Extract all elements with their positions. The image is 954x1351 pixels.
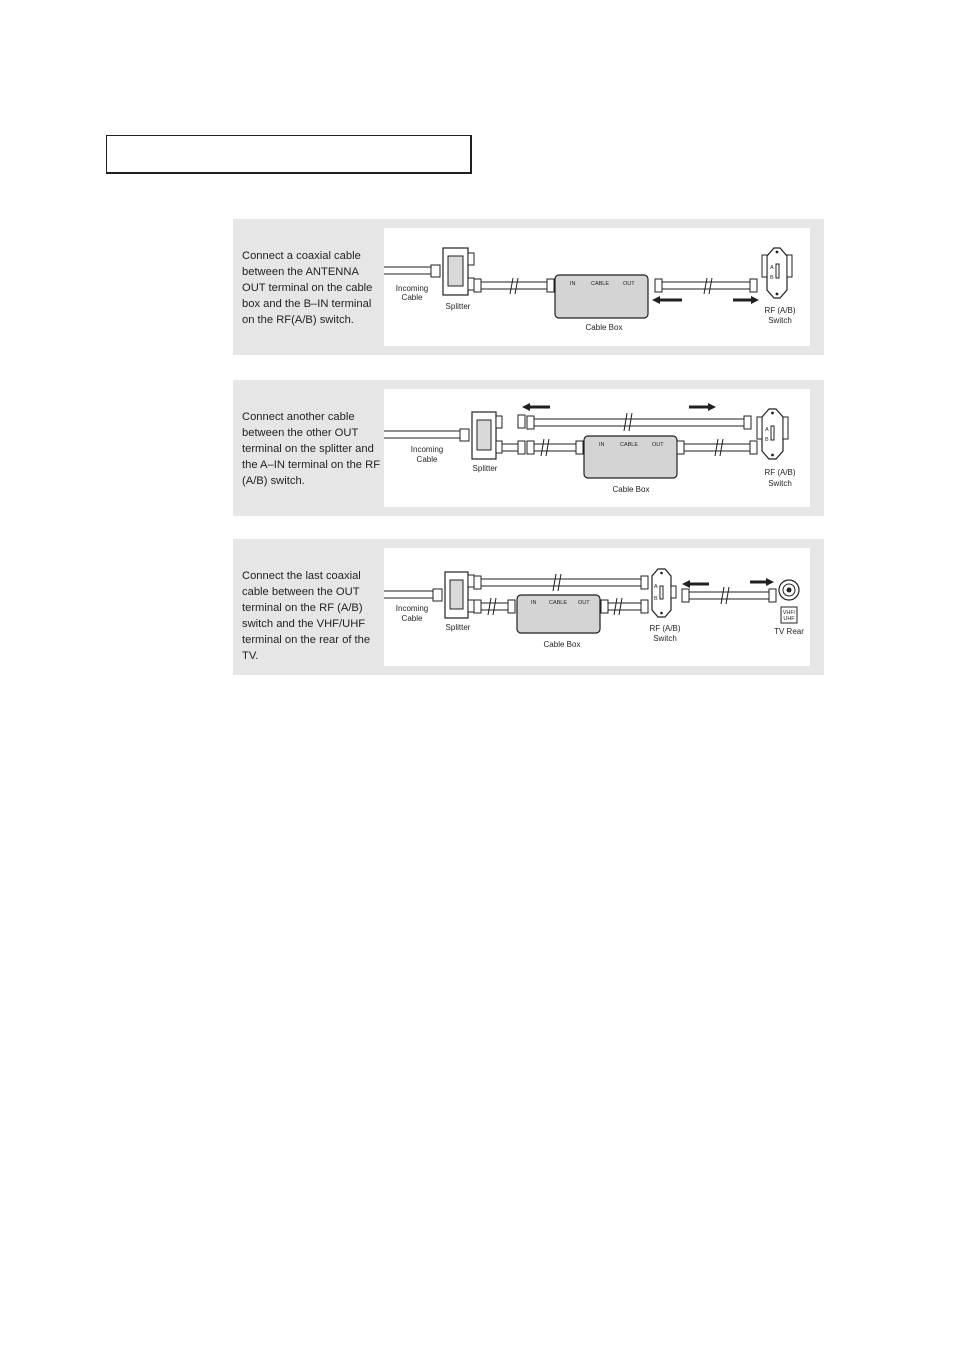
tv-rear-terminal <box>779 580 799 623</box>
cable-splitter-to-box <box>474 278 554 294</box>
rf-switch-label-line2: Switch <box>768 479 792 488</box>
splitter-device <box>443 248 474 295</box>
splitter-label: Splitter <box>445 623 471 632</box>
step-3-diagram <box>384 548 810 666</box>
splitter-device <box>445 572 474 618</box>
box-cable-label: CABLE <box>591 281 610 287</box>
tv-rear-label: TV Rear <box>774 627 804 636</box>
box-in-label: IN <box>570 281 576 287</box>
splitter-device <box>472 412 502 459</box>
cable-box-device <box>584 436 677 478</box>
rf-switch-label-line2: Switch <box>768 316 792 325</box>
step-3-panel <box>233 539 824 675</box>
right-arrow-icon <box>733 296 759 304</box>
step-3-diagram-svg <box>384 548 810 666</box>
cable-box-label: Cable Box <box>543 640 581 649</box>
switch-a-label: A <box>770 265 774 271</box>
rf-switch-label-line1: RF (A/B) <box>764 306 796 315</box>
box-cable-label: CABLE <box>620 442 639 448</box>
incoming-cable <box>384 265 440 277</box>
tv-port-label-line1: VHF/ <box>782 610 796 616</box>
switch-a-label: A <box>765 427 769 433</box>
right-arrow-icon <box>689 403 716 411</box>
cable-splitter-to-box <box>474 598 515 615</box>
cable-box-to-switch <box>655 278 757 294</box>
incoming-cable <box>384 429 469 441</box>
cable-box-device <box>555 275 648 318</box>
step-2-instruction: Connect another cable between the other OUT terminal on the splitter and the A–IN terminal on the RF (A/B) switch. <box>242 411 381 487</box>
step-2-panel <box>233 380 824 516</box>
step-1-panel <box>233 219 824 355</box>
box-in-label: IN <box>531 600 537 606</box>
incoming-cable-label-line2: Cable <box>401 614 423 623</box>
step-1-diagram-svg <box>384 228 810 346</box>
right-arrow-icon <box>750 578 774 586</box>
step-2-diagram-svg <box>384 389 810 507</box>
box-out-label: OUT <box>623 281 635 287</box>
tv-port-label-line2: UHF <box>783 616 795 622</box>
switch-b-label: B <box>770 275 774 281</box>
step-3-instruction: Connect the last coaxial cable between the OUT terminal on the RF (A/B) switch and the VHF/UHF terminal on the rear of the TV. <box>242 570 371 662</box>
rf-switch-device <box>757 409 788 459</box>
rf-switch-label-line2: Switch <box>653 634 677 643</box>
left-arrow-icon <box>682 580 709 588</box>
switch-b-label: B <box>765 437 769 443</box>
rf-switch-device <box>652 569 676 617</box>
box-cable-label: CABLE <box>549 600 568 606</box>
cable-splitter-to-switch <box>474 574 648 591</box>
splitter-label: Splitter <box>472 464 498 473</box>
incoming-cable-label-line1: Incoming <box>395 604 429 613</box>
step-2-diagram <box>384 389 810 507</box>
rf-switch-device <box>762 248 792 298</box>
splitter-label: Splitter <box>445 302 471 311</box>
cable-splitter-to-box <box>502 439 583 456</box>
cable-splitter-to-switch <box>518 413 751 431</box>
switch-a-label: A <box>654 584 658 590</box>
section-header-box <box>106 135 472 174</box>
incoming-cable-label-line1: Incoming <box>410 445 444 454</box>
cable-box-to-switch <box>677 439 757 456</box>
cable-switch-to-tv <box>682 587 776 604</box>
incoming-cable-label-line2: Cable <box>416 455 438 464</box>
cable-box-label: Cable Box <box>612 485 650 494</box>
box-in-label: IN <box>599 442 605 448</box>
incoming-cable-label-line1: Incoming <box>395 284 429 293</box>
incoming-cable-label-line2: Cable <box>401 293 423 302</box>
step-1-instruction: Connect a coaxial cable between the ANTENNA OUT terminal on the cable box and the B–IN terminal on the RF(A/B) switch. <box>242 250 373 326</box>
rf-switch-label-line1: RF (A/B) <box>764 468 796 477</box>
switch-b-label: B <box>654 596 658 602</box>
rf-switch-label-line1: RF (A/B) <box>649 624 681 633</box>
cable-box-to-switch <box>601 598 648 615</box>
left-arrow-icon <box>652 296 682 304</box>
step-1-diagram <box>384 228 810 346</box>
box-out-label: OUT <box>652 442 664 448</box>
incoming-cable <box>384 589 442 601</box>
cable-box-device <box>517 595 600 633</box>
box-out-label: OUT <box>578 600 590 606</box>
left-arrow-icon <box>522 403 550 411</box>
cable-box-label: Cable Box <box>585 323 623 332</box>
